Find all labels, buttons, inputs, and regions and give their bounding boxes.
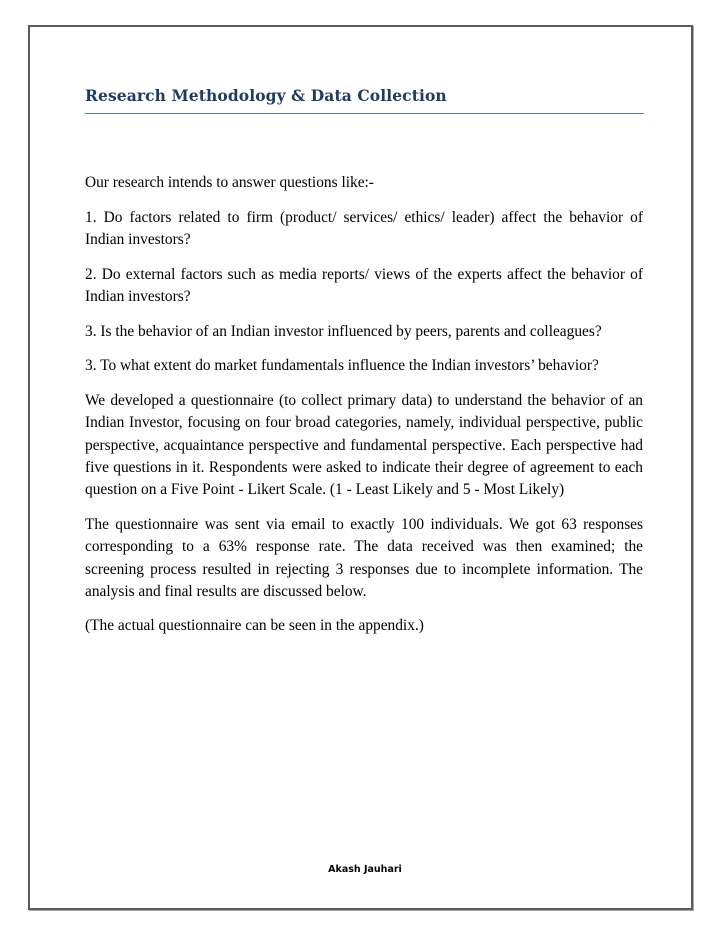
footer-author: Akash Jauhari [328, 864, 402, 875]
question-1: 1. Do factors related to firm (product/ services/ ethics/ leader) affect the behavior of Indian investors? [85, 208, 643, 248]
heading-underline [85, 113, 644, 114]
body-text [85, 172, 643, 650]
responses-paragraph: The questionnaire was sent via email to exactly 100 individuals. We got 63 responses corresponding to a 63% response rate. The data received was then examined; the screening process resulted in rejecting 3 responses due to incomplete information. The analysis and final results are discussed below. [85, 515, 643, 600]
question-4: 3. To what extent do market fundamentals influence the Indian investors’ behavior? [85, 357, 599, 375]
section-heading: Research Methodology & Data Collection [85, 86, 447, 105]
questionnaire-paragraph: We developed a questionnaire (to collect primary data) to understand the behavior of an Indian Investor, focusing on four broad categories, namely, individual perspective, public perspective, acquaintance perspective and fundamental perspective. Each perspective had five questions in it. Respondents were asked to indicate their degree of agreement to each question on a Five Point - Likert Scale. (1 - Least Likely and 5 - Most Likely) [85, 392, 643, 499]
question-3: 3. Is the behavior of an Indian investor influenced by peers, parents and colleagues? [85, 322, 602, 340]
intro-paragraph: Our research intends to answer questions like:- [85, 174, 374, 191]
appendix-note: (The actual questionnaire can be seen in the appendix.) [85, 617, 424, 635]
question-2: 2. Do external factors such as media reports/ views of the experts affect the behavior of Indian investors? [85, 265, 643, 305]
